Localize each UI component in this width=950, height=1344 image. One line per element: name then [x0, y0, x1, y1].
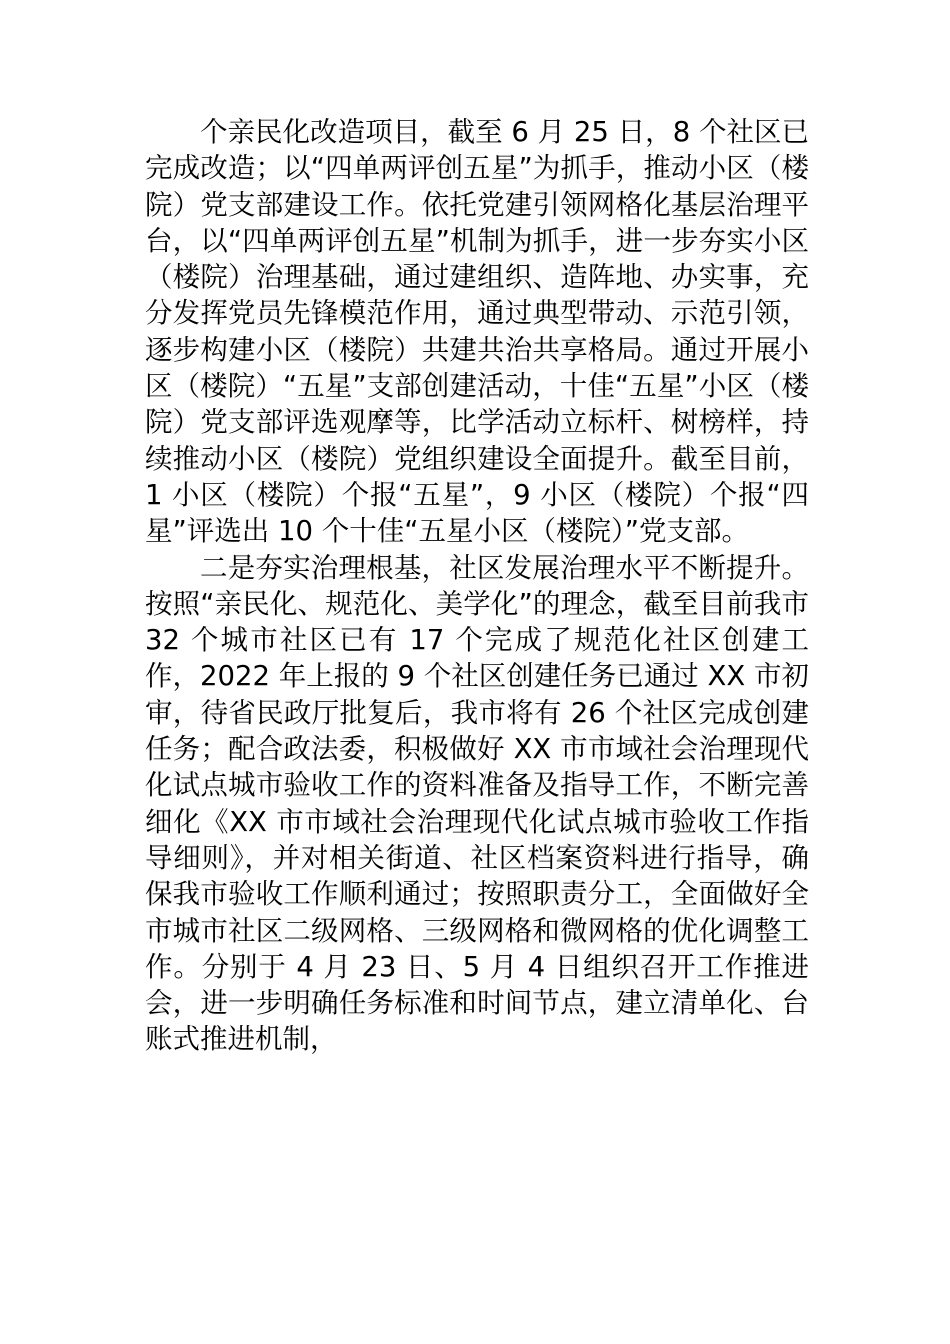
paragraph-1: 个亲民化改造项目，截至 6 月 25 日，8 个社区已完成改造；以“四单两评创五星”为抓手，推动小区（楼院）党支部建设工作。依托党建引领网格化基层治理平台，以“四单两评创五星”机制为抓手，进一步夯实小区（楼院）治理基础，通过建组织、造阵地、办实事，充分发挥党员先锋模范作用，通过典型带动、示范引领，逐步构建小区（楼院）共建共治共享格局。通过开展小区（楼院）“五星”支部创建活动，十佳“五星”小区（楼院）党支部评选观摩等，比学活动立标杆、树榜样，持续推动小区（楼院）党组织建设全面提升。截至目前，1 小区（楼院）个报“五星”，9 小区（楼院）个报“四星”评选出 10 个十佳“五星小区（楼院）”党支部。 — [145, 116, 809, 548]
paragraph-2: 二是夯实治理根基，社区发展治理水平不断提升。按照“亲民化、规范化、美学化”的理念，截至目前我市 32 个城市社区已有 17 个完成了规范化社区创建工作，2022 年上报的 9 个社区创建任务已通过 XX 市初审，待省民政厅批复后，我市将有 26 个社区完成创建任务；配合政法委，积极做好 XX 市市域社会治理现代化试点城市验收工作的资料准备及指导工作，不断完善细化《XX 市市域社会治理现代化试点城市验收工作指导细则》，并对相关街道、社区档案资料进行指导，确保我市验收工作顺利通过；按照职责分工，全面做好全市城市社区二级网格、三级网格和微网格的优化调整工作。分别于 4 月 23 日、5 月 4 日组织召开工作推进会，进一步明确任务标准和时间节点，建立清单化、台账式推进机制， — [145, 551, 809, 1056]
document-body — [145, 114, 809, 1058]
